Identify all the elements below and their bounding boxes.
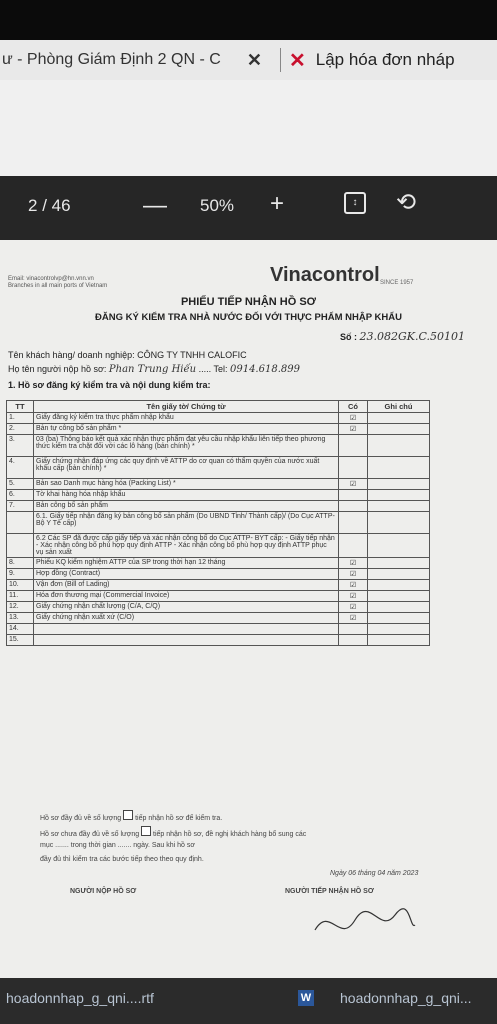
- checkbox: [123, 810, 133, 820]
- row-number: 12.: [7, 602, 34, 613]
- row-document-name: 6.2 Các SP đã được cấp giấy tiếp và xác nhận công bố do Cục ATTP- BYT cấp: - Giấy tiếp nhận - Xác nhận công bố phù hợp quy định ATTP - Xác nhận công bố phù hợp quy định ATTP phục vụ sản xuất: [34, 534, 339, 558]
- row-checkbox: [339, 635, 368, 646]
- document-table: [6, 400, 430, 646]
- table-row: [7, 580, 430, 591]
- row-note: [368, 624, 430, 635]
- row-note: [368, 424, 430, 435]
- row-note: [368, 501, 430, 512]
- row-checkbox: ☑: [339, 413, 368, 424]
- row-document-name: 6.1. Giấy tiếp nhận đăng ký bản công bố sản phẩm (Do UBND Tỉnh/ Thành cấp)/ (Do Cục ATTP- Bộ Y Tế cấp): [34, 512, 339, 534]
- table-row: [7, 591, 430, 602]
- table-row: [7, 558, 430, 569]
- row-note: [368, 490, 430, 501]
- row-checkbox: [339, 534, 368, 558]
- fit-page-icon[interactable]: ↕: [344, 192, 366, 214]
- row-checkbox: ☑: [339, 580, 368, 591]
- window-top-bar: [0, 0, 497, 40]
- row-number: 2.: [7, 424, 34, 435]
- taskbar: [0, 978, 497, 1024]
- header-tt: TT: [7, 401, 34, 413]
- download-file-1[interactable]: hoadonnhap_g_qni....rtf: [6, 990, 154, 1006]
- row-document-name: Giấy chứng nhận xuất xứ (C/O): [34, 613, 339, 624]
- checkbox: [141, 826, 151, 836]
- footer-text: Hồ sơ chưa đầy đủ về số lượng: [40, 831, 140, 838]
- section-heading: 1. Hồ sơ đăng ký kiểm tra và nội dung kiểm tra:: [8, 380, 211, 390]
- row-number: 9.: [7, 569, 34, 580]
- row-note: [368, 512, 430, 534]
- table-row: [7, 490, 430, 501]
- row-document-name: Hóa đơn thương mại (Commercial Invoice): [34, 591, 339, 602]
- row-document-name: [34, 624, 339, 635]
- branches-line: Branches in all main ports of Vietnam: [8, 283, 108, 289]
- row-document-name: Bản sao Danh mục hàng hóa (Packing List) *: [34, 479, 339, 490]
- signature-image: [310, 900, 420, 950]
- submitter-label: Họ tên người nộp hồ sơ:: [8, 364, 107, 374]
- document-header-contacts: [8, 276, 107, 290]
- row-document-name: Phiếu KQ kiểm nghiệm ATTP của SP trong thời hạn 12 tháng: [34, 558, 339, 569]
- footer-text: tiếp nhận hồ sơ để kiểm tra.: [135, 815, 223, 822]
- row-number: 14.: [7, 624, 34, 635]
- row-document-name: Tờ khai hàng hóa nhập khẩu: [34, 490, 339, 501]
- row-number: 6.: [7, 490, 34, 501]
- tab-title: ư - Phòng Giám Định 2 QN - C: [2, 51, 221, 68]
- row-note: [368, 602, 430, 613]
- row-number: 5.: [7, 479, 34, 490]
- tel-label: Tel:: [213, 364, 228, 374]
- row-document-name: Bản tự công bố sản phẩm *: [34, 424, 339, 435]
- row-checkbox: [339, 501, 368, 512]
- tab-title: Lập hóa đơn nháp: [315, 50, 455, 69]
- table-row: [7, 424, 430, 435]
- row-number: 8.: [7, 558, 34, 569]
- pdf-icon: ✕: [289, 49, 306, 72]
- table-row: [7, 479, 430, 490]
- page-total: 46: [51, 196, 71, 215]
- customer-line: [8, 350, 247, 360]
- zoom-level[interactable]: 50%: [200, 196, 235, 215]
- row-number: 7.: [7, 501, 34, 512]
- header-note: Ghi chú: [368, 401, 430, 413]
- row-checkbox: [339, 457, 368, 479]
- sign-left: NGƯỜI NỘP HỒ SƠ: [70, 888, 137, 895]
- table-row: [7, 624, 430, 635]
- row-checkbox: [339, 490, 368, 501]
- footer-text: tiếp nhận hồ sơ, đề nghị khách hàng bổ sung các: [153, 831, 307, 838]
- document-page: [0, 240, 497, 978]
- pdf-toolbar: [0, 176, 497, 240]
- row-number: 15.: [7, 635, 34, 646]
- row-note: [368, 534, 430, 558]
- row-checkbox: ☑: [339, 602, 368, 613]
- close-icon[interactable]: ✕: [246, 49, 262, 70]
- rotate-icon[interactable]: ⟲: [396, 189, 417, 216]
- customer-value: CÔNG TY TNHH CALOFIC: [137, 350, 247, 360]
- row-number: 13.: [7, 613, 34, 624]
- tab-bar: [0, 40, 497, 80]
- row-note: [368, 635, 430, 646]
- footer-text: Hồ sơ đầy đủ về số lượng: [40, 815, 122, 822]
- zoom-in-button[interactable]: +: [270, 190, 285, 217]
- row-number: 11.: [7, 591, 34, 602]
- row-note: [368, 558, 430, 569]
- footer-line-3: mục ....... trong thời gian ....... ngày. Sau khi hồ sơ: [40, 842, 195, 849]
- row-checkbox: ☑: [339, 479, 368, 490]
- row-document-name: Giấy chứng nhận đáp ứng các quy định về ATTP do cơ quan có thẩm quyền của nước xuất khẩu cấp (bản chính) *: [34, 457, 339, 479]
- form-number-value: 23.082GK.C.50101: [359, 330, 466, 343]
- row-note: [368, 479, 430, 490]
- row-note: [368, 457, 430, 479]
- row-note: [368, 413, 430, 424]
- table-row: [7, 501, 430, 512]
- form-title: PHIẾU TIẾP NHẬN HỒ SƠ: [180, 296, 317, 308]
- word-icon: W: [298, 990, 314, 1006]
- table-row: [7, 569, 430, 580]
- row-document-name: Giấy đăng ký kiểm tra thực phẩm nhập khẩu: [34, 413, 339, 424]
- download-file-2[interactable]: hoadonnhap_g_qni...: [340, 990, 472, 1006]
- row-note: [368, 569, 430, 580]
- row-document-name: Hợp đồng (Contract): [34, 569, 339, 580]
- row-document-name: 03 (ba) Thông báo kết quả xác nhận thực phẩm đạt yêu cầu nhập khẩu liên tiếp theo phương thức kiểm tra chặt đối với các lô hàng (bản chính) *: [34, 435, 339, 457]
- header-name: Tên giấy tờ/ Chứng từ: [34, 401, 339, 413]
- sign-right: NGƯỜI TIẾP NHẬN HỒ SƠ: [285, 888, 374, 895]
- row-note: [368, 435, 430, 457]
- row-number: 4.: [7, 457, 34, 479]
- row-checkbox: ☑: [339, 558, 368, 569]
- page-separator: /: [42, 196, 47, 215]
- table-row: [7, 512, 430, 534]
- page-current[interactable]: 2: [28, 196, 38, 215]
- row-checkbox: [339, 435, 368, 457]
- company-logo: Vinacontrol: [270, 264, 380, 286]
- page-indicator[interactable]: [28, 196, 71, 216]
- footer-line-2: [40, 826, 497, 838]
- customer-label: Tên khách hàng/ doanh nghiệp:: [8, 350, 135, 360]
- tab-phong-giam-dinh[interactable]: [0, 50, 272, 71]
- row-checkbox: ☑: [339, 569, 368, 580]
- row-number: [7, 512, 34, 534]
- table-row: [7, 534, 430, 558]
- row-checkbox: [339, 624, 368, 635]
- table-row: [7, 613, 430, 624]
- row-checkbox: [339, 512, 368, 534]
- date-line: Ngày 06 tháng 04 năm 2023: [330, 870, 419, 877]
- table-header-row: [7, 401, 430, 413]
- table-row: [7, 635, 430, 646]
- row-checkbox: ☑: [339, 591, 368, 602]
- row-number: 3.: [7, 435, 34, 457]
- blank-area: [0, 80, 497, 176]
- table-row: [7, 413, 430, 424]
- tab-lap-hoa-don[interactable]: [289, 48, 455, 73]
- logo-since: SINCE 1957: [380, 280, 414, 286]
- table-row: [7, 457, 430, 479]
- submitter-value: Phan Trung Hiếu: [108, 364, 197, 375]
- row-checkbox: ☑: [339, 424, 368, 435]
- table-row: [7, 602, 430, 613]
- submitter-line: Họ tên người nộp hồ sơ: Phan Trung Hiếu ..... Tel: 0914.618.899: [8, 364, 300, 375]
- row-document-name: Vận đơn (Bill of Lading): [34, 580, 339, 591]
- row-note: [368, 580, 430, 591]
- form-number-label: Số :: [340, 332, 357, 342]
- form-number: [340, 330, 465, 343]
- header-co: Có: [339, 401, 368, 413]
- row-note: [368, 613, 430, 624]
- zoom-out-button[interactable]: —: [143, 192, 167, 219]
- row-checkbox: ☑: [339, 613, 368, 624]
- row-number: 1.: [7, 413, 34, 424]
- row-note: [368, 591, 430, 602]
- row-document-name: [34, 635, 339, 646]
- row-number: [7, 534, 34, 558]
- footer-line-4: đầy đủ thì kiểm tra các bước tiếp theo theo quy định.: [40, 856, 204, 863]
- footer-line-1: [40, 810, 497, 822]
- tel-value: 0914.618.899: [229, 364, 300, 375]
- form-subtitle: ĐĂNG KÝ KIỂM TRA NHÀ NƯỚC ĐỐI VỚI THỰC PHẨM NHẬP KHẨU: [95, 312, 402, 323]
- table-row: [7, 435, 430, 457]
- email-line: Email: vinacontrolvp@hn.vnn.vn: [8, 276, 94, 282]
- row-number: 10.: [7, 580, 34, 591]
- row-document-name: Giấy chứng nhận chất lượng (C/A, C/Q): [34, 602, 339, 613]
- row-document-name: Bản công bố sản phẩm: [34, 501, 339, 512]
- tab-separator: [280, 48, 281, 72]
